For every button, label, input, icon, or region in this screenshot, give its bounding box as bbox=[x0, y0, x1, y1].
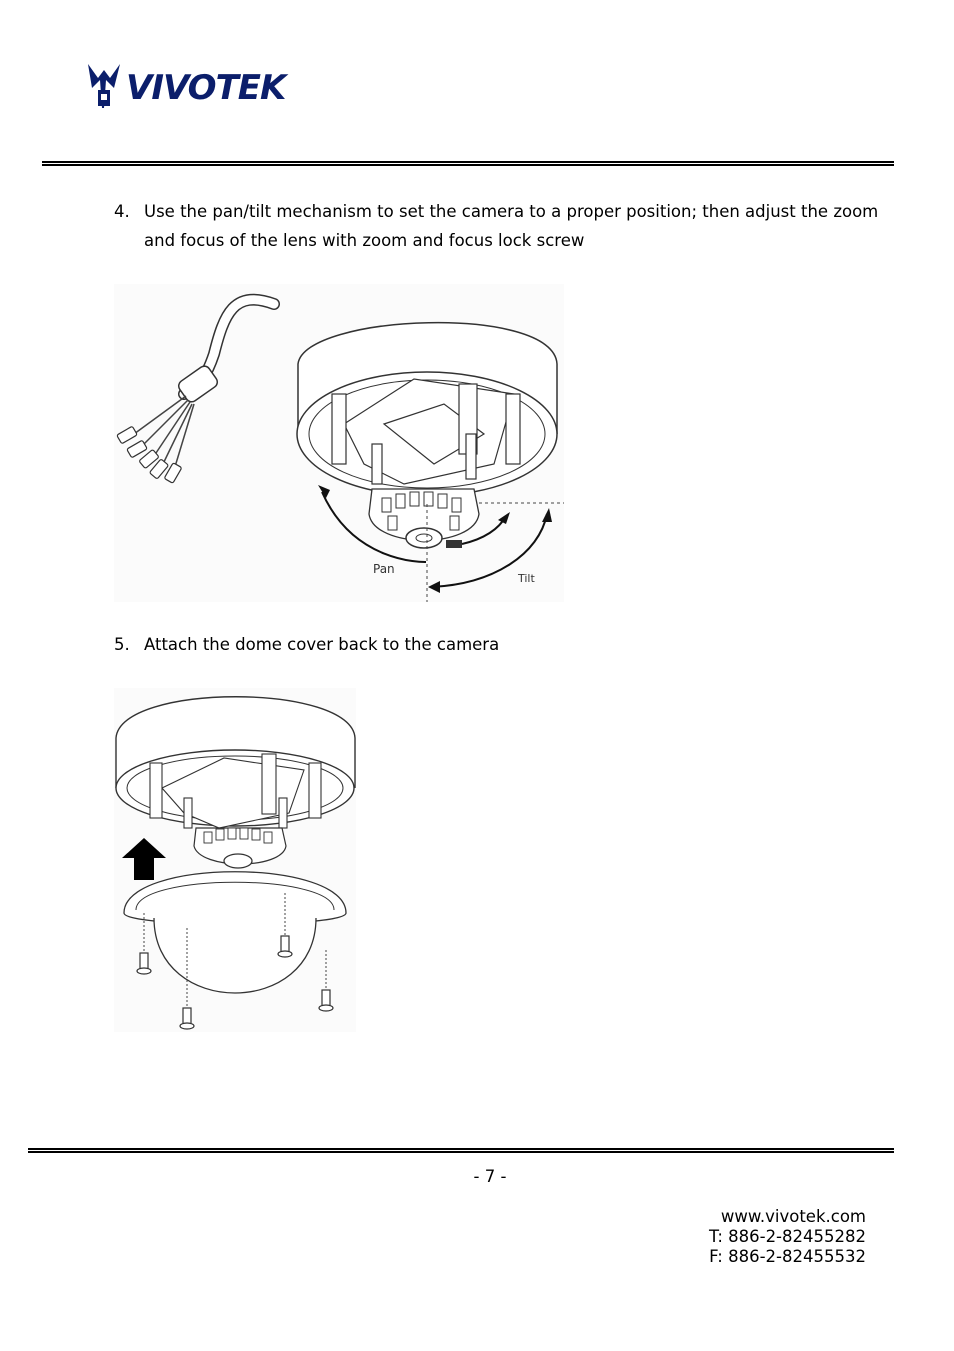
contact-info bbox=[709, 1207, 866, 1267]
vivotek-logo bbox=[84, 60, 294, 112]
pan-tilt-illustration bbox=[114, 284, 564, 602]
page-number: - 7 - bbox=[473, 1167, 507, 1186]
step-text: Use the pan/tilt mechanism to set the camera to a proper position; then adjust the zoom and focus of the lens with zoom and focus lock screw bbox=[144, 202, 879, 250]
fax-text: F: 886-2-82455532 bbox=[709, 1247, 866, 1266]
footer-rule bbox=[28, 1148, 894, 1153]
step-number: 5. bbox=[114, 635, 130, 654]
logo-figure-icon bbox=[84, 60, 124, 110]
tilt-label: Tilt bbox=[518, 572, 535, 585]
step-text: Attach the dome cover back to the camera bbox=[144, 635, 500, 654]
phone-text: T: 886-2-82455282 bbox=[709, 1227, 866, 1246]
website-text: www.vivotek.com bbox=[720, 1207, 866, 1226]
logo-wordmark: VIVOTEK bbox=[126, 68, 286, 108]
dome-cover-illustration bbox=[114, 688, 356, 1032]
pan-label: Pan bbox=[373, 562, 395, 576]
header-rule bbox=[42, 161, 894, 166]
step-number: 4. bbox=[114, 202, 130, 221]
